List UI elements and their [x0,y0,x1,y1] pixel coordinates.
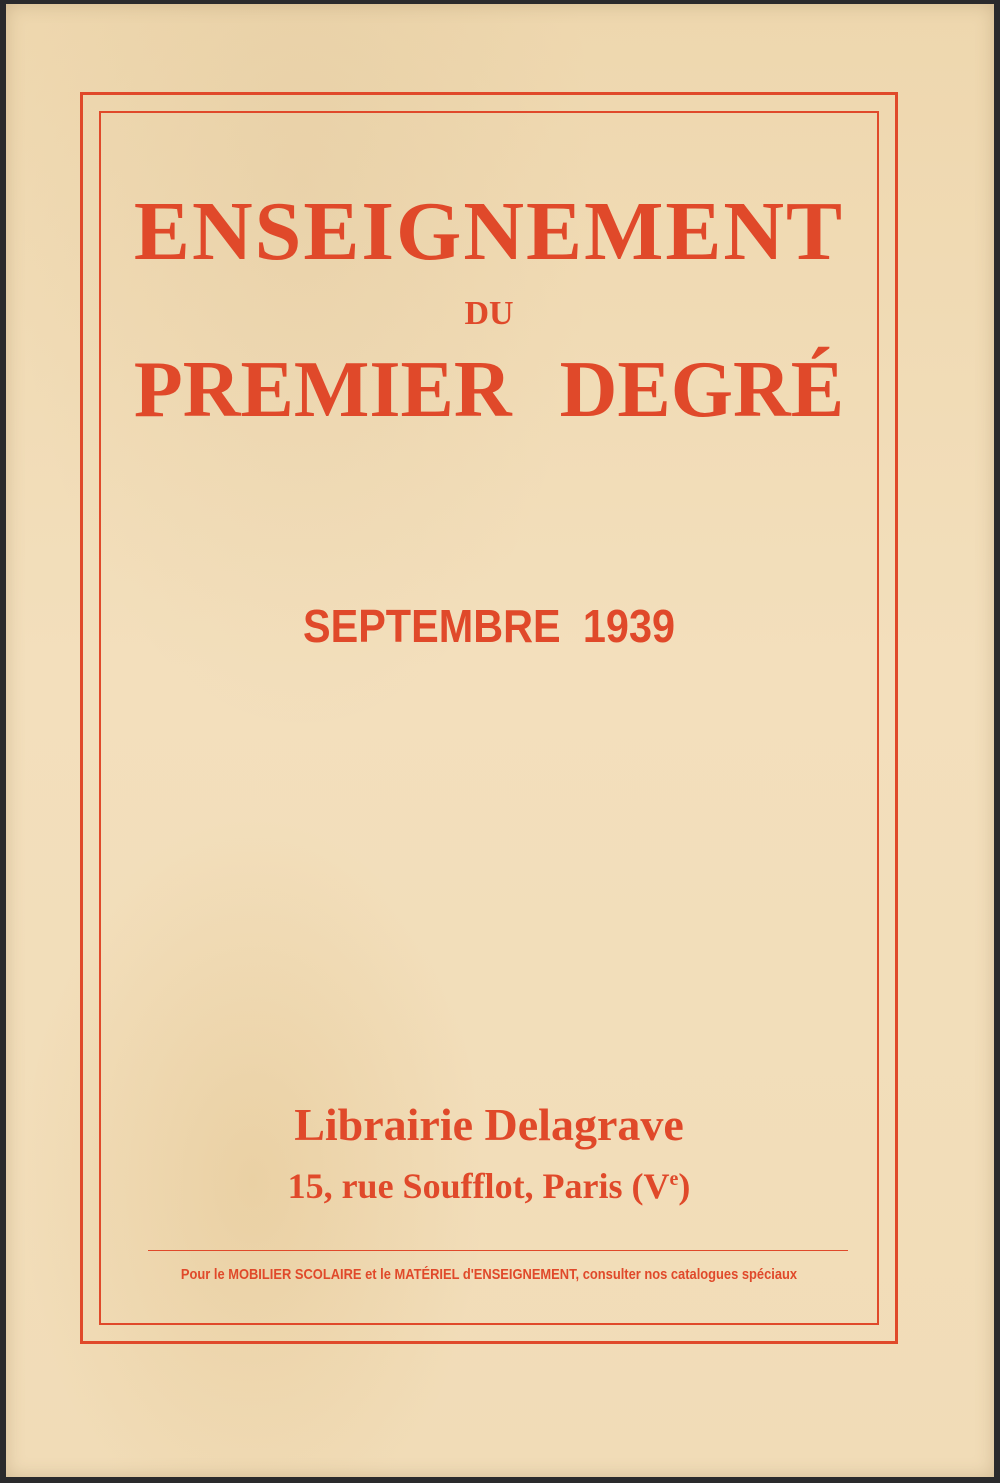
booklet-cover [6,4,994,1477]
address-text: 15, rue Soufflot, Paris (V [287,1166,670,1206]
footer-note: Pour le MOBILIER SCOLAIRE et le MATÉRIEL d'ENSEIGNEMENT, consulter nos catalogues spéciaux [180,1266,798,1283]
issue-date: SEPTEMBRE 1939 [302,600,676,652]
publisher-name: Librairie Delagrave [294,1099,684,1150]
address-superscript: e [669,1168,679,1190]
title-line-2: PREMIER DEGRÉ [133,346,845,434]
title-line-1: ENSEIGNEMENT [133,185,845,278]
address-closing: ) [678,1166,691,1206]
publisher-address [101,1162,877,1210]
title-connector: DU [464,295,514,332]
footer-divider [148,1250,848,1251]
